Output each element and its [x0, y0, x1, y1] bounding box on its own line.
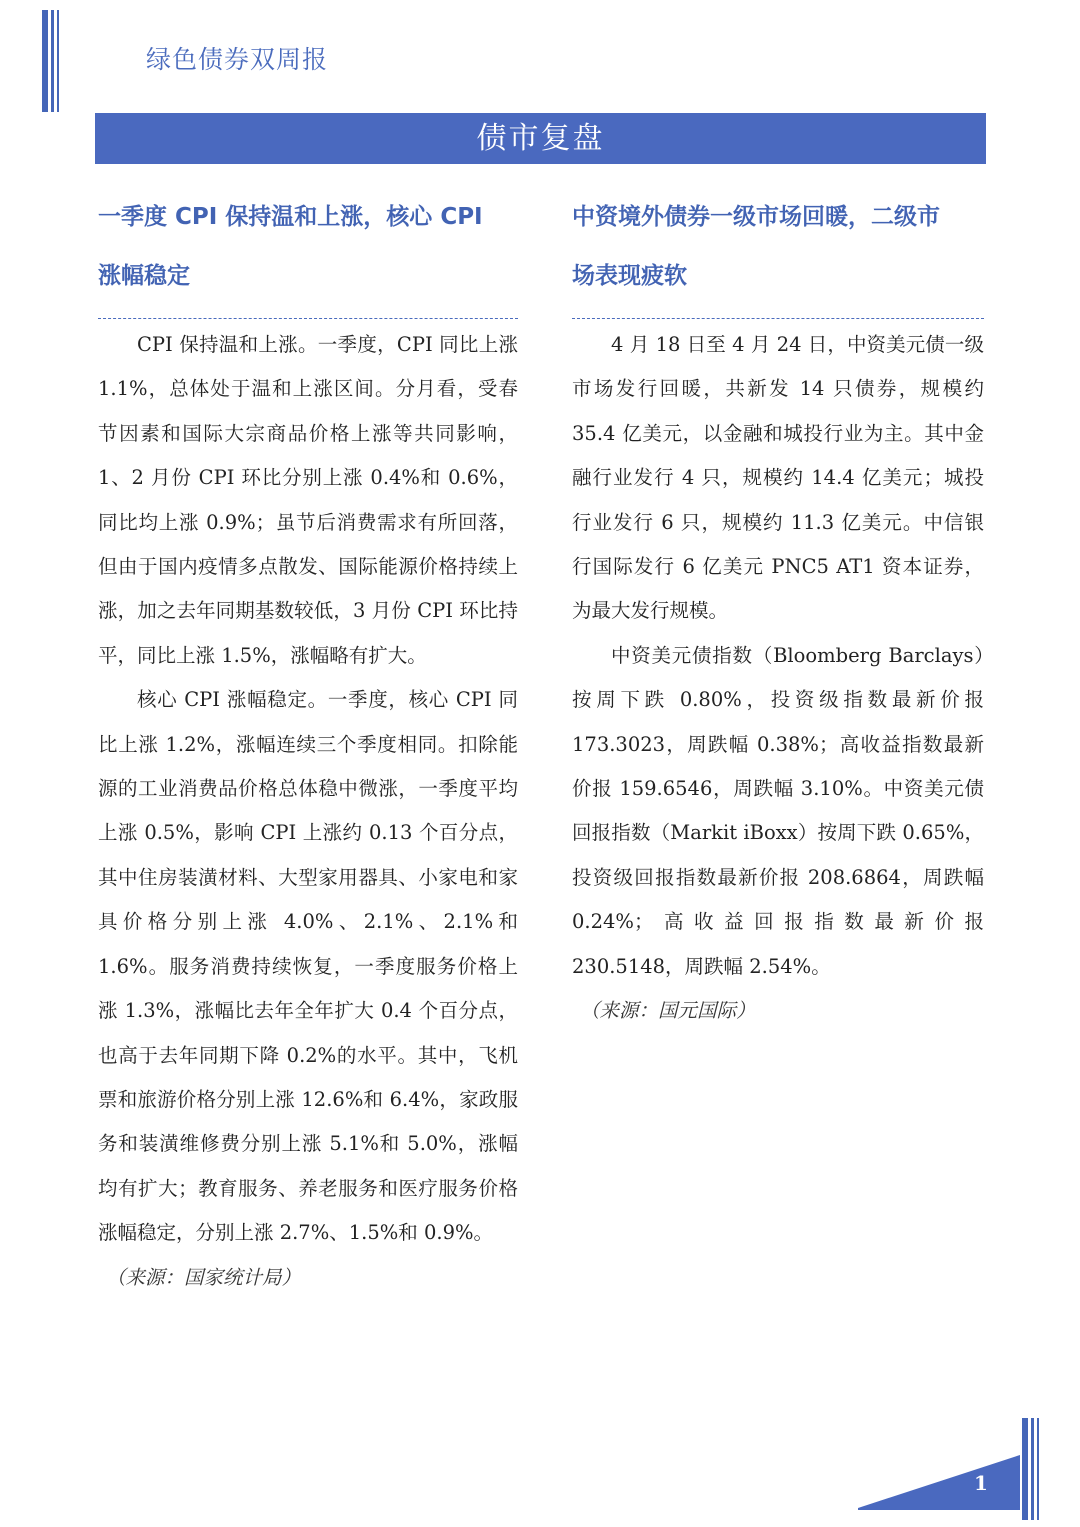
header-decorative-bars — [42, 10, 62, 112]
left-heading-divider — [98, 318, 518, 319]
section-banner — [95, 113, 986, 164]
left-article-heading — [98, 188, 518, 306]
right-article-heading — [572, 188, 984, 306]
right-article — [572, 188, 984, 1034]
report-title: 绿色债券双周报 — [146, 45, 329, 74]
left-source-note: （来源：国家统计局） — [106, 1265, 302, 1289]
left-paragraph-1: CPI 保持温和上涨。一季度，CPI 同比上涨 1.1%，总体处于温和上涨区间。分月看，受春节因素和国际大宗商品价格上涨等共同影响，1、2 月份 CPI 环比分别上涨 0.4%和 0.6%，同比均上涨 0.9%；虽节后消费需求有所回落，但由于国内疫情多点散发、国际能源价格持续上涨，加之去年同期基数较低，3 月份 CPI 环比持平，同比上涨 1.5%，涨幅略有扩大。 — [98, 333, 518, 667]
right-paragraph-2: 中资美元债指数（Bloomberg Barclays）按周下跌 0.80%，投资级指数最新价报 173.3023，周跌幅 0.38%；高收益指数最新价报 159.6546，周跌幅 3.10%。中资美元债回报指数（Markit iBoxx）按周下跌 0.65%，投资级回报指数最新价报 208.6864，周跌幅 0.24%；高收益回报指数最新价报 230.5148，周跌幅 2.54%。 — [572, 643, 984, 978]
left-heading-line-2: 涨幅稳定 — [98, 263, 190, 289]
right-source-note: （来源：国元国际） — [580, 999, 756, 1023]
left-paragraph-2: 核心 CPI 涨幅稳定。一季度，核心 CPI 同比上涨 1.2%，涨幅连续三个季度相同。扣除能源的工业消费品价格总体稳中微涨，一季度平均上涨 0.5%，影响 CPI 上涨约 0.13 个百分点，其中住房装潢材料、大型家用器具、小家电和家具价格分别上涨 4.0%、2.1%、2.1%和 1.6%。服务消费持续恢复，一季度服务价格上涨 1.3%，涨幅比去年全年扩大 0.4 个百分点，也高于去年同期下降 0.2%的水平。其中，飞机票和旅游价格分别上涨 12.6%和 6.4%，家政服务和装潢维修费分别上涨 5.1%和 5.0%，涨幅均有扩大；教育服务、养老服务和医疗服务价格涨幅稳定，分别上涨 2.7%、1.5%和 0.9%。 — [98, 688, 518, 1245]
right-heading-divider — [572, 318, 984, 319]
page-number: 1 — [974, 1471, 988, 1495]
right-heading-line-1: 中资境外债券一级市场回暖，二级市 — [572, 204, 940, 230]
footer-decorative-bars — [1022, 1418, 1042, 1520]
right-heading-line-2: 场表现疲软 — [572, 263, 687, 289]
left-heading-line-1: 一季度 CPI 保持温和上涨，核心 CPI — [98, 204, 483, 230]
left-article — [98, 188, 518, 1300]
right-paragraph-1: 4 月 18 日至 4 月 24 日，中资美元债一级市场发行回暖，共新发 14 只债券，规模约 35.4 亿美元，以金融和城投行业为主。其中金融行业发行 4 只，规模约 14.4 亿美元；城投行业发行 6 只，规模约 11.3 亿美元。中信银行国际发行 6 亿美元 PNC5 AT1 资本证券，为最大发行规模。 — [572, 333, 984, 623]
section-title: 债市复盘 — [476, 121, 605, 156]
